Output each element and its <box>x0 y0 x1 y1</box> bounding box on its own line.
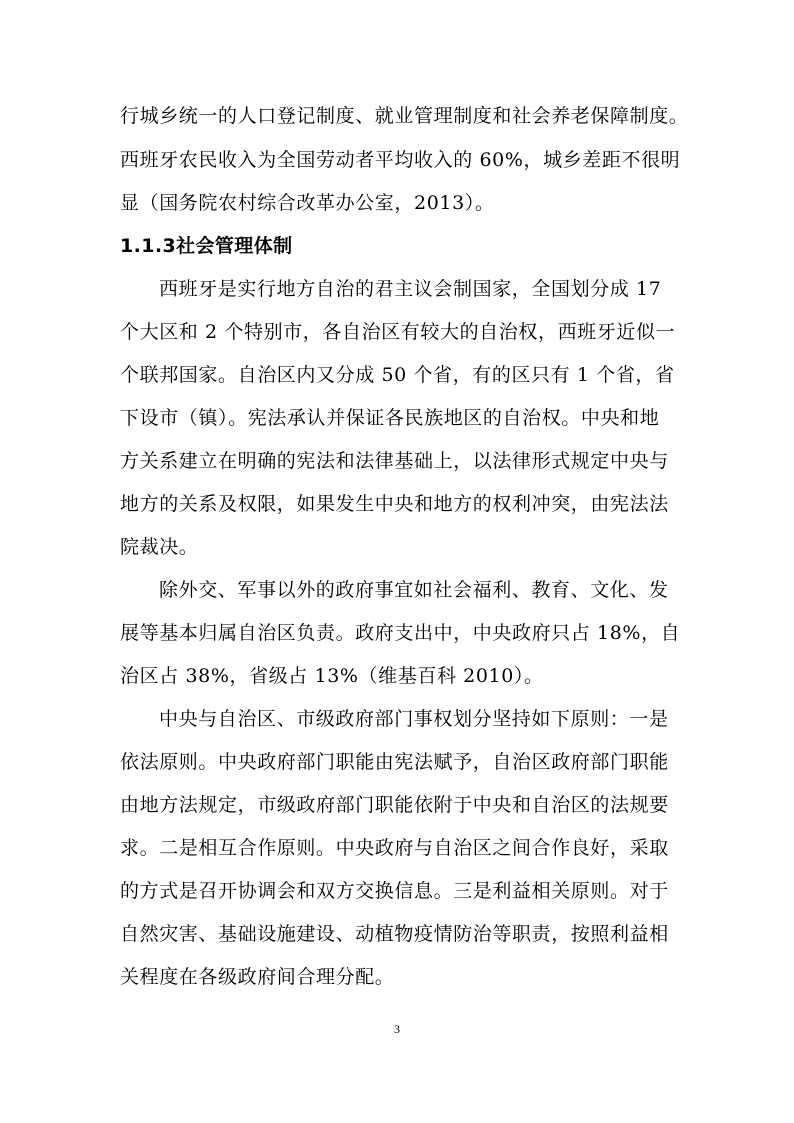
page-number: 3 <box>394 1022 400 1036</box>
paragraph-line: 地方的关系及权限，如果发生中央和地方的权利冲突，由宪法法 <box>120 493 669 515</box>
paragraph-line: 方关系建立在明确的宪法和法律基础上，以法律形式规定中央与 <box>120 450 669 472</box>
paragraph-line: 关程度在各级政府间合理分配。 <box>120 966 395 988</box>
paragraph-line: 西班牙是实行地方自治的君主议会制国家，全国划分成 17 <box>159 278 662 300</box>
paragraph-line: 自然灾害、基础设施建设、动植物疫情防治等职责，按照利益相 <box>120 923 669 945</box>
paragraph-line: 展等基本归属自治区负责。政府支出中，中央政府只占 18%，自 <box>120 622 681 644</box>
paragraph-line: 依法原则。中央政府部门职能由宪法赋予，自治区政府部门职能 <box>120 751 669 773</box>
paragraph-line: 除外交、军事以外的政府事宜如社会福利、教育、文化、发 <box>159 579 669 601</box>
paragraph-line: 个联邦国家。自治区内又分成 50 个省，有的区只有 1 个省，省 <box>120 364 675 386</box>
paragraph-line: 由地方法规定，市级政府部门职能依附于中央和自治区的法规要 <box>120 794 669 816</box>
section-heading: 1.1.3社会管理体制 <box>120 235 293 257</box>
paragraph-line: 中央与自治区、市级政府部门事权划分坚持如下原则：一是 <box>159 708 669 730</box>
paragraph-line: 行城乡统一的人口登记制度、就业管理制度和社会养老保障制度。 <box>120 105 689 127</box>
paragraph-line: 的方式是召开协调会和双方交换信息。三是利益相关原则。对于 <box>120 880 669 902</box>
paragraph-line: 个大区和 2 个特别市，各自治区有较大的自治权，西班牙近似一 <box>120 321 676 343</box>
paragraph-line: 院裁决。 <box>120 536 199 558</box>
paragraph-line: 西班牙农民收入为全国劳动者平均收入的 60%，城乡差距不很明 <box>120 149 681 171</box>
paragraph-line: 下设市（镇）。宪法承认并保证各民族地区的自治权。中央和地 <box>120 407 660 429</box>
paragraph-line: 治区占 38%，省级占 13%（维基百科 2010）。 <box>120 665 544 687</box>
paragraph-line: 显（国务院农村综合改革办公室，2013）。 <box>120 192 495 214</box>
paragraph-line: 求。二是相互合作原则。中央政府与自治区之间合作良好，采取 <box>120 837 669 859</box>
